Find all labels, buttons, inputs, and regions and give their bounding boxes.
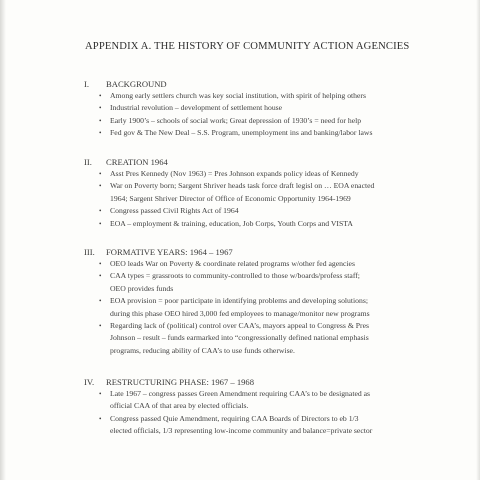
section-numeral: IV. <box>84 377 95 387</box>
section-heading-text: BACKGROUND <box>106 79 167 89</box>
bullet-icon: • <box>99 322 102 331</box>
bullet-icon: • <box>99 182 102 191</box>
list-item <box>84 180 374 205</box>
list-item-text: Industrial revolution – development of settlement house <box>110 103 283 113</box>
section-heading-text: CREATION 1964 <box>106 157 168 167</box>
list-item-text: CAA types = grassroots to community-controlled to those w/boards/profess staff; <box>110 271 360 281</box>
section-heading <box>84 156 374 168</box>
section-numeral: II. <box>84 157 92 167</box>
bullet-icon: • <box>99 414 102 423</box>
list-item-text: Asst Pres Kennedy (Nov 1963) = Pres Johnson expands policy ideas of Kennedy <box>110 169 359 178</box>
bullet-list <box>84 258 370 357</box>
section-heading <box>84 376 372 388</box>
list-item <box>84 168 374 180</box>
bullet-list <box>84 388 372 438</box>
section-background <box>84 78 372 140</box>
list-item-text: OEO provides funds <box>110 283 174 293</box>
list-item-text: official CAA of that area by elected officials. <box>110 401 249 411</box>
list-item-text: OEO leads War on Poverty & coordinate related programs w/other fed agencies <box>110 259 355 268</box>
bullet-list <box>84 90 372 140</box>
list-item-text: programs, reducing ability of CAA’s to use funds otherwise. <box>110 345 295 355</box>
list-item <box>84 205 374 217</box>
section-heading-text: RESTRUCTURING PHASE: 1967 – 1968 <box>106 377 255 387</box>
list-item-text: Regarding lack of (political) control over CAA’s, mayors appeal to Congress & Pres <box>110 321 369 331</box>
list-item-text: War on Poverty born; Sargent Shriver heads task force draft legisl on … EOA enacted <box>110 181 375 191</box>
bullet-icon: • <box>99 272 102 281</box>
list-item <box>84 127 372 139</box>
list-item <box>84 320 370 357</box>
section-formative-years <box>84 246 370 357</box>
bullet-icon: • <box>99 129 102 138</box>
list-item-text: Early 1900’s – schools of social work; Great depression of 1930’s = need for help <box>110 115 362 125</box>
list-item-text: Congress passed Civil Rights Act of 1964 <box>110 206 239 216</box>
section-heading <box>84 78 372 90</box>
list-item-text: Late 1967 – congress passes Green Amendment requiring CAA’s to be designated as <box>110 389 371 398</box>
list-item <box>84 102 372 114</box>
scan-shadow-right <box>476 0 480 480</box>
list-item <box>84 270 370 295</box>
bullet-list <box>84 168 374 230</box>
bullet-icon: • <box>99 219 102 228</box>
list-item-text: during this phase OEO hired 3,000 fed employees to manage/monitor new programs <box>110 308 370 318</box>
section-restructuring-phase <box>84 376 372 438</box>
bullet-icon: • <box>99 116 102 125</box>
bullet-icon: • <box>99 170 102 178</box>
section-heading-text: FORMATIVE YEARS: 1964 – 1967 <box>106 247 233 257</box>
list-item <box>84 115 372 127</box>
list-item-text: 1964; Sargent Shriver Director of Office of Economic Opportunity 1964-1969 <box>110 193 351 203</box>
list-item-text: EOA provision = poor participate in identifying problems and developing solutions; <box>110 296 368 306</box>
list-item-text: EOA – employment & training, education, Job Corps, Youth Corps and VISTA <box>110 218 353 228</box>
section-heading <box>84 246 370 258</box>
section-numeral: I. <box>84 79 90 89</box>
document-title: APPENDIX A. THE HISTORY OF COMMUNITY ACTION AGENCIES <box>85 41 410 52</box>
bullet-icon: • <box>99 92 102 100</box>
section-numeral: III. <box>84 247 95 257</box>
bullet-icon: • <box>99 207 102 216</box>
list-item-text: Fed gov & The New Deal – S.S. Program, unemployment ins and banking/labor laws <box>110 128 373 138</box>
bullet-icon: • <box>99 297 102 306</box>
scan-shadow-left <box>0 0 6 480</box>
list-item-text: elected officials, 1/3 representing low-income community and balance=private sector <box>110 426 373 436</box>
list-item-text: Johnson – result – funds earmarked into “congressionally defined national emphasis <box>110 333 369 343</box>
list-item-text: Congress passed Quie Amendment, requiring CAA Boards of Directors to eb 1/3 <box>110 413 359 423</box>
bullet-icon: • <box>99 104 102 113</box>
list-item <box>84 295 370 320</box>
bullet-icon: • <box>99 260 102 268</box>
section-creation <box>84 156 374 230</box>
list-item <box>84 388 372 413</box>
list-item-text: Among early settlers church was key social institution, with spirit of helping others <box>110 91 366 100</box>
list-item <box>84 258 370 270</box>
list-item <box>84 413 372 438</box>
list-item <box>84 218 374 230</box>
list-item <box>84 90 372 102</box>
bullet-icon: • <box>99 390 102 398</box>
